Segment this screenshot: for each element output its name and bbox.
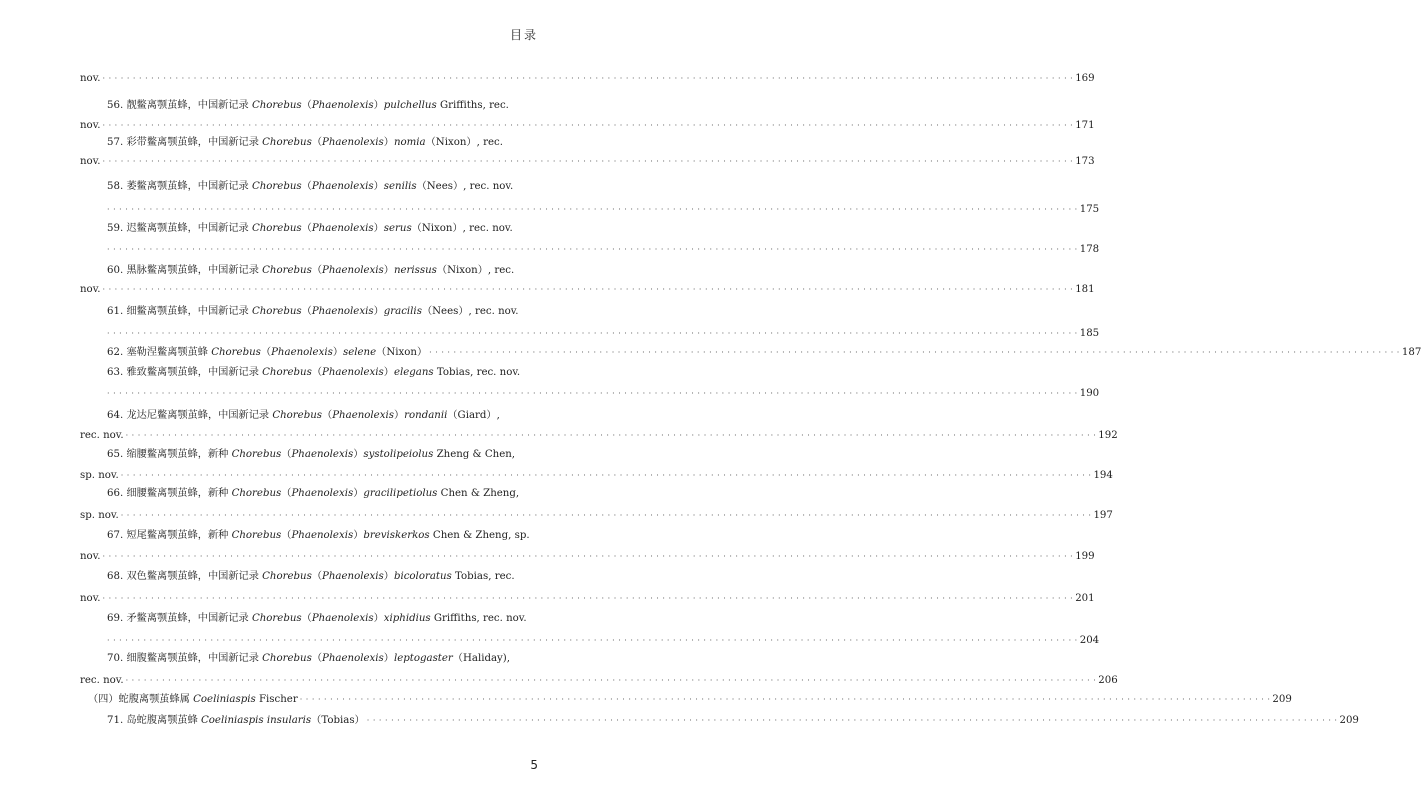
page-ref: 185 xyxy=(1079,328,1100,339)
toc-line xyxy=(80,155,1095,169)
entry-author: （Nixon） xyxy=(376,347,428,358)
leader-dots: · · · · · · · · · · · · · · · · · · · · · · · · · · · · · · · · · · · · · · · · · · · · · · · · · · · · · · · · · · · · · · · · · · · · · · · · · · · · · · · · · · · · · · · · · · · · · · · · · · · · · · · · · · · · · · · · · · · · · · · · · · · · · · · · · · · · · · · · · · · · · · · · · · · · · · · · · · · · · · · · xyxy=(429,348,1400,357)
toc-line xyxy=(107,634,1100,648)
entry-title: 65. 缩腰鳖离颚茧蜂，新种 Chorebus（Phaenolexis）systolipeiolus Zheng & Chen, xyxy=(107,449,516,460)
species-name: breviskerkos xyxy=(363,530,430,541)
leader-dots: · · · · · · · · · · · · · · · · · · · · · · · · · · · · · · · · · · · · · · · · · · · · · · · · · · · · · · · · · · · · · · · · · · · · · · · · · · · · · · · · · · · · · · · · · · · · · · · · · · · · · · · · · · · · · · · · · · · · · · · · · · · · · · · · · · · · · · · · · · · · · · · · · · · · · · · · · · · · · · · · xyxy=(102,594,1074,603)
toc-line xyxy=(80,119,1095,133)
genus-name: Chorebus xyxy=(231,530,282,541)
entry-continuation: nov. xyxy=(80,156,101,167)
entry-chinese-name: 63. 雅致鳖离颚茧蜂，中国新记录 xyxy=(107,367,263,378)
entry-author: （Nees）, rec. nov. xyxy=(416,181,514,192)
entry-chinese-name: 61. 细鳖离颚茧蜂，中国新记录 xyxy=(107,306,252,317)
page-ref: 201 xyxy=(1075,593,1095,604)
leader-dots: · · · · · · · · · · · · · · · · · · · · · · · · · · · · · · · · · · · · · · · · · · · · · · · · · · · · · · · · · · · · · · · · · · · · · · · · · · · · · · · · · · · · · · · · · · · · · · · · · · · · · · · · · · · · · · · · · · · · · · · · · · · · · · · · · · · · · · · · · · · · · · · · · · · · · · · · · · · · · · · · xyxy=(125,676,1097,685)
entry-title: 68. 双色鳖离颚茧蜂，中国新记录 Chorebus（Phaenolexis）bicoloratus Tobias, rec. xyxy=(107,571,515,582)
entry-title: 66. 细腰鳖离颚茧蜂，新种 Chorebus（Phaenolexis）gracilipetiolus Chen & Zheng, xyxy=(107,488,520,499)
species-name: bicoloratus xyxy=(393,571,452,582)
toc-line xyxy=(107,448,514,462)
entry-chinese-name: 56. 靓鳖离颚茧蜂，中国新记录 xyxy=(107,100,252,111)
entry-chinese-name: 69. 矛鳖离颚茧蜂，中国新记录 xyxy=(107,613,252,624)
subgenus-name: Phaenolexis xyxy=(291,530,354,541)
toc-line xyxy=(107,612,527,626)
subgenus-name: Phaenolexis xyxy=(291,449,354,460)
leader-dots: · · · · · · · · · · · · · · · · · · · · · · · · · · · · · · · · · · · · · · · · · · · · · · · · · · · · · · · · · · · · · · · · · · · · · · · · · · · · · · · · · · · · · · · · · · · · · · · · · · · · · · · · · · · · · · · · · · · · · · · · · · · · · · · · · · · · · · · · · · · · · · · · · · · · · · · · · · · · · · · · xyxy=(125,431,1097,440)
entry-continuation: nov. xyxy=(80,73,101,84)
entry-author: Zheng & Chen, xyxy=(433,449,516,460)
page-ref: 173 xyxy=(1075,156,1095,167)
entry-author: Griffiths, rec. nov. xyxy=(430,613,527,624)
species-name: elegans xyxy=(393,367,434,378)
subgenus-name: Phaenolexis xyxy=(332,410,394,421)
entry-chinese-name: 57. 彩带鳖离颚茧蜂，中国新记录 xyxy=(107,137,263,148)
genus-name: Chorebus xyxy=(262,137,312,148)
toc-line xyxy=(80,674,1118,688)
subgenus-name: Phaenolexis xyxy=(322,571,384,582)
genus-name: Chorebus xyxy=(272,410,323,421)
species-name: selene xyxy=(343,347,377,358)
species-name: systolipeiolus xyxy=(363,449,434,460)
page-ref: 206 xyxy=(1098,675,1118,686)
entry-title: 56. 靓鳖离颚茧蜂，中国新记录 Chorebus（Phaenolexis）pulchellus Griffiths, rec. xyxy=(107,100,509,111)
toc-line xyxy=(80,509,1113,523)
page-ref: 187 xyxy=(1401,347,1421,358)
genus-name: Coeliniaspis xyxy=(201,715,264,726)
genus-name: Chorebus xyxy=(231,488,282,499)
toc-line xyxy=(107,409,514,423)
leader-dots: · · · · · · · · · · · · · · · · · · · · · · · · · · · · · · · · · · · · · · · · · · · · · · · · · · · · · · · · · · · · · · · · · · · · · · · · · · · · · · · · · · · · · · · · · · · · · · · · · · · · · · · · · · · · · · · · · · · · · · · · · · · · · · · · · · · · · · · · · · · · · · · · · · · · · · · · · · · · · · · · xyxy=(120,471,1092,480)
entry-continuation: nov. xyxy=(80,284,101,295)
genus-name: Chorebus xyxy=(262,265,312,276)
genus-name: Chorebus xyxy=(231,449,282,460)
subgenus-name: Phaenolexis xyxy=(322,137,384,148)
page-ref: 194 xyxy=(1093,470,1113,481)
leader-dots: · · · · · · · · · · · · · · · · · · · · · · · · · · · · · · · · · · · · · · · · · · · · · · · · · · · · · · · · · · · · · · · · · · · · · · · · · · · · · · · · · · · · · · · · · · · · · · · · · · · · · · · · · · · · · · · · · · · · · · · · · · · · · · · · · · · · · · · · · · · · · · · · · · · · · · · · · · · · · · · · xyxy=(102,157,1074,166)
species-name: nomia xyxy=(393,137,426,148)
leader-dots: · · · · · · · · · · · · · · · · · · · · · · · · · · · · · · · · · · · · · · · · · · · · · · · · · · · · · · · · · · · · · · · · · · · · · · · · · · · · · · · · · · · · · · · · · · · · · · · · · · · · · · · · · · · · · · · · · · · · · · · · · · · · · · · · · · · · · · · · · · · · · · · · · · · · · · · · · · · · · · · · xyxy=(107,389,1078,398)
toc-line xyxy=(107,346,1421,360)
leader-dots: · · · · · · · · · · · · · · · · · · · · · · · · · · · · · · · · · · · · · · · · · · · · · · · · · · · · · · · · · · · · · · · · · · · · · · · · · · · · · · · · · · · · · · · · · · · · · · · · · · · · · · · · · · · · · · · · · · · · · · · · · · · · · · · · · · · · · · · · · · · · · · · · · · · · · · · · · · · · · · · · xyxy=(299,695,1271,704)
toc-line xyxy=(107,136,514,150)
toc-line xyxy=(107,264,514,278)
entry-title: 60. 黑脉鳖离颚茧蜂，中国新记录 Chorebus（Phaenolexis）nerissus（Nixon）, rec. xyxy=(107,265,515,276)
entry-title: 57. 彩带鳖离颚茧蜂，中国新记录 Chorebus（Phaenolexis）nomia（Nixon）, rec. xyxy=(107,137,503,148)
entry-chinese-name: 67. 短尾鳖离颚茧蜂，新种 xyxy=(107,530,232,541)
species-name: gracilipetiolus xyxy=(363,488,438,499)
entry-author: Tobias, rec. xyxy=(451,571,515,582)
entry-title: 58. 萎鳖离颚茧蜂，中国新记录 Chorebus（Phaenolexis）senilis（Nees）, rec. nov. xyxy=(107,181,514,192)
entry-chinese-name: 62. 塞勒涅鳖离颚茧蜂 xyxy=(107,347,212,358)
entry-continuation: sp. nov. xyxy=(80,510,119,521)
toc-line xyxy=(80,469,1113,483)
entry-chinese-name: 64. 龙达尼鳖离颚茧蜂，中国新记录 xyxy=(107,410,273,421)
toc-line xyxy=(107,487,520,501)
subgenus-name: Phaenolexis xyxy=(291,488,354,499)
subgenus-name: Phaenolexis xyxy=(311,100,374,111)
toc-line xyxy=(107,327,1100,341)
page-ref: 169 xyxy=(1075,73,1095,84)
species-name: rondanii xyxy=(404,410,448,421)
entry-title xyxy=(107,714,365,728)
entry-chinese-name: 66. 细腰鳖离颚茧蜂，新种 xyxy=(107,488,232,499)
page-ref: 171 xyxy=(1075,120,1095,131)
subgenus-name: Phaenolexis xyxy=(311,613,374,624)
toc-line xyxy=(107,180,514,194)
leader-dots: · · · · · · · · · · · · · · · · · · · · · · · · · · · · · · · · · · · · · · · · · · · · · · · · · · · · · · · · · · · · · · · · · · · · · · · · · · · · · · · · · · · · · · · · · · · · · · · · · · · · · · · · · · · · · · · · · · · · · · · · · · · · · · · · · · · · · · · · · · · · · · · · · · · · · · · · · · · · · · · · xyxy=(102,121,1074,130)
entry-title: 67. 短尾鳖离颚茧蜂，新种 Chorebus（Phaenolexis）breviskerkos Chen & Zheng, sp. xyxy=(107,530,530,541)
page-ref: 209 xyxy=(1339,715,1359,726)
entry-title xyxy=(88,693,298,707)
subgenus-name: Phaenolexis xyxy=(311,181,374,192)
entry-author: Griffiths, rec. xyxy=(436,100,509,111)
leader-dots: · · · · · · · · · · · · · · · · · · · · · · · · · · · · · · · · · · · · · · · · · · · · · · · · · · · · · · · · · · · · · · · · · · · · · · · · · · · · · · · · · · · · · · · · · · · · · · · · · · · · · · · · · · · · · · · · · · · · · · · · · · · · · · · · · · · · · · · · · · · · · · · · · · · · · · · · · · · · · · · · xyxy=(107,329,1078,338)
entry-chinese-name: 60. 黑脉鳖离颚茧蜂，中国新记录 xyxy=(107,265,263,276)
entry-title: 59. 迟鳖离颚茧蜂，中国新记录 Chorebus（Phaenolexis）serus（Nixon）, rec. nov. xyxy=(107,223,513,234)
page-ref: 199 xyxy=(1075,551,1095,562)
toc-line xyxy=(107,243,1100,257)
genus-name: Chorebus xyxy=(251,223,302,234)
species-name: serus xyxy=(383,223,412,234)
genus-name: Chorebus xyxy=(251,100,302,111)
toc-line xyxy=(80,592,1095,606)
page-number: 5 xyxy=(530,758,538,772)
page-ref: 209 xyxy=(1272,694,1292,705)
toc-line xyxy=(107,305,519,319)
subgenus-name: Phaenolexis xyxy=(322,367,384,378)
toc-line xyxy=(107,366,521,380)
species-name: xiphidius xyxy=(383,613,431,624)
entry-continuation: rec. nov. xyxy=(80,675,124,686)
toc-line xyxy=(80,550,1095,564)
toc-line xyxy=(107,714,1359,728)
entry-title: 63. 雅致鳖离颚茧蜂，中国新记录 Chorebus（Phaenolexis）elegans Tobias, rec. nov. xyxy=(107,367,521,378)
genus-name: Chorebus xyxy=(251,306,302,317)
entry-author: Fischer xyxy=(255,694,298,705)
entry-chinese-name: 58. 萎鳖离颚茧蜂，中国新记录 xyxy=(107,181,252,192)
genus-name: Chorebus xyxy=(251,613,302,624)
entry-author: （Nixon）, rec. xyxy=(425,137,503,148)
page-ref: 178 xyxy=(1079,244,1100,255)
leader-dots: · · · · · · · · · · · · · · · · · · · · · · · · · · · · · · · · · · · · · · · · · · · · · · · · · · · · · · · · · · · · · · · · · · · · · · · · · · · · · · · · · · · · · · · · · · · · · · · · · · · · · · · · · · · · · · · · · · · · · · · · · · · · · · · · · · · · · · · · · · · · · · · · · · · · · · · · · · · · · · · · xyxy=(102,285,1074,294)
toc-line xyxy=(107,652,514,666)
entry-title: 69. 矛鳖离颚茧蜂，中国新记录 Chorebus（Phaenolexis）xiphidius Griffiths, rec. nov. xyxy=(107,613,527,624)
toc-line xyxy=(80,72,1095,86)
entry-title: 62. 塞勒涅鳖离颚茧蜂 Chorebus（Phaenolexis）selene（Nixon） xyxy=(107,347,428,358)
toc-line xyxy=(107,222,514,236)
leader-dots: · · · · · · · · · · · · · · · · · · · · · · · · · · · · · · · · · · · · · · · · · · · · · · · · · · · · · · · · · · · · · · · · · · · · · · · · · · · · · · · · · · · · · · · · · · · · · · · · · · · · · · · · · · · · · · · · · · · · · · · · · · · · · · · · · · · · · · · · · · · · · · · · · · · · · · · · · · · · · · · · xyxy=(102,552,1074,561)
genus-name: Chorebus xyxy=(262,571,312,582)
leader-dots: · · · · · · · · · · · · · · · · · · · · · · · · · · · · · · · · · · · · · · · · · · · · · · · · · · · · · · · · · · · · · · · · · · · · · · · · · · · · · · · · · · · · · · · · · · · · · · · · · · · · · · · · · · · · · · · · · · · · · · · · · · · · · · · · · · · · · · · · · · · · · · · · · · · · · · · · · · · · · · · · xyxy=(107,636,1078,645)
entry-author: （Haliday), xyxy=(452,653,511,664)
entry-author: （Nixon）, rec. nov. xyxy=(411,223,513,234)
entry-author: Chen & Zheng, xyxy=(437,488,520,499)
species-name: insularis xyxy=(266,715,312,726)
entry-author: Tobias, rec. nov. xyxy=(433,367,521,378)
toc-line xyxy=(107,203,1100,217)
entry-author: （Nees）, rec. nov. xyxy=(421,306,519,317)
species-name: leptogaster xyxy=(393,653,453,664)
species-name: gracilis xyxy=(383,306,422,317)
species-name: senilis xyxy=(383,181,417,192)
entry-chinese-name: 59. 迟鳖离颚茧蜂，中国新记录 xyxy=(107,223,252,234)
toc-line xyxy=(80,283,1095,297)
entry-chinese-name: 68. 双色鳖离颚茧蜂，中国新记录 xyxy=(107,571,263,582)
entry-continuation: nov. xyxy=(80,551,101,562)
page-ref: 181 xyxy=(1075,284,1095,295)
genus-name: Chorebus xyxy=(262,367,312,378)
entry-author: Chen & Zheng, sp. xyxy=(429,530,530,541)
page-ref: 190 xyxy=(1079,388,1100,399)
leader-dots: · · · · · · · · · · · · · · · · · · · · · · · · · · · · · · · · · · · · · · · · · · · · · · · · · · · · · · · · · · · · · · · · · · · · · · · · · · · · · · · · · · · · · · · · · · · · · · · · · · · · · · · · · · · · · · · · · · · · · · · · · · · · · · · · · · · · · · · · · · · · · · · · · · · · · · · · · · · · · · · · xyxy=(107,205,1078,214)
genus-name: Chorebus xyxy=(251,181,302,192)
genus-name: Chorebus xyxy=(262,653,312,664)
subgenus-name: Phaenolexis xyxy=(322,653,384,664)
leader-dots: · · · · · · · · · · · · · · · · · · · · · · · · · · · · · · · · · · · · · · · · · · · · · · · · · · · · · · · · · · · · · · · · · · · · · · · · · · · · · · · · · · · · · · · · · · · · · · · · · · · · · · · · · · · · · · · · · · · · · · · · · · · · · · · · · · · · · · · · · · · · · · · · · · · · · · · · · · · · · · · · xyxy=(120,511,1092,520)
entry-chinese-name: 71. 岛蛇腹离颚茧蜂 xyxy=(107,715,201,726)
genus-name: Chorebus xyxy=(211,347,261,358)
entry-continuation: nov. xyxy=(80,120,101,131)
species-name: pulchellus xyxy=(383,100,437,111)
entry-continuation: sp. nov. xyxy=(80,470,119,481)
toc-line xyxy=(107,570,514,584)
page-ref: 197 xyxy=(1093,510,1113,521)
entry-title: 64. 龙达尼鳖离颚茧蜂，中国新记录 Chorebus（Phaenolexis）rondanii（Giard）, xyxy=(107,410,500,421)
entry-author: （Giard）, xyxy=(447,410,500,421)
entry-chinese-name: 70. 细腹鳖离颚茧蜂，中国新记录 xyxy=(107,653,263,664)
entry-chinese-name: （四）蛇腹离颚茧蜂属 xyxy=(88,694,194,705)
subgenus-name: Phaenolexis xyxy=(311,306,374,317)
running-header: 目录 xyxy=(509,28,538,42)
toc-line xyxy=(80,429,1118,443)
page-ref: 192 xyxy=(1098,430,1118,441)
page-ref: 204 xyxy=(1079,635,1100,646)
page-ref: 175 xyxy=(1079,204,1100,215)
entry-chinese-name: 65. 缩腰鳖离颚茧蜂，新种 xyxy=(107,449,232,460)
entry-title: 70. 细腹鳖离颚茧蜂，中国新记录 Chorebus（Phaenolexis）leptogaster（Haliday), xyxy=(107,653,511,664)
subgenus-name: Phaenolexis xyxy=(322,265,384,276)
entry-continuation: rec. nov. xyxy=(80,430,124,441)
genus-name: Coeliniaspis xyxy=(193,694,256,705)
entry-author: （Tobias） xyxy=(311,715,365,726)
species-name: nerissus xyxy=(393,265,437,276)
entry-continuation: nov. xyxy=(80,593,101,604)
toc-line xyxy=(107,99,514,113)
leader-dots: · · · · · · · · · · · · · · · · · · · · · · · · · · · · · · · · · · · · · · · · · · · · · · · · · · · · · · · · · · · · · · · · · · · · · · · · · · · · · · · · · · · · · · · · · · · · · · · · · · · · · · · · · · · · · · · · · · · · · · · · · · · · · · · · · · · · · · · · · · · · · · · · · · · · · · · · · · · · · · · · xyxy=(366,716,1338,725)
toc-line xyxy=(88,693,1292,707)
entry-title: 61. 细鳖离颚茧蜂，中国新记录 Chorebus（Phaenolexis）gracilis（Nees）, rec. nov. xyxy=(107,306,519,317)
toc-line xyxy=(107,529,530,543)
leader-dots: · · · · · · · · · · · · · · · · · · · · · · · · · · · · · · · · · · · · · · · · · · · · · · · · · · · · · · · · · · · · · · · · · · · · · · · · · · · · · · · · · · · · · · · · · · · · · · · · · · · · · · · · · · · · · · · · · · · · · · · · · · · · · · · · · · · · · · · · · · · · · · · · · · · · · · · · · · · · · · · · xyxy=(107,245,1078,254)
toc-line xyxy=(107,387,1100,401)
leader-dots: · · · · · · · · · · · · · · · · · · · · · · · · · · · · · · · · · · · · · · · · · · · · · · · · · · · · · · · · · · · · · · · · · · · · · · · · · · · · · · · · · · · · · · · · · · · · · · · · · · · · · · · · · · · · · · · · · · · · · · · · · · · · · · · · · · · · · · · · · · · · · · · · · · · · · · · · · · · · · · · · xyxy=(102,74,1074,83)
entry-author: （Nixon）, rec. xyxy=(436,265,515,276)
subgenus-name: Phaenolexis xyxy=(271,347,333,358)
subgenus-name: Phaenolexis xyxy=(311,223,374,234)
